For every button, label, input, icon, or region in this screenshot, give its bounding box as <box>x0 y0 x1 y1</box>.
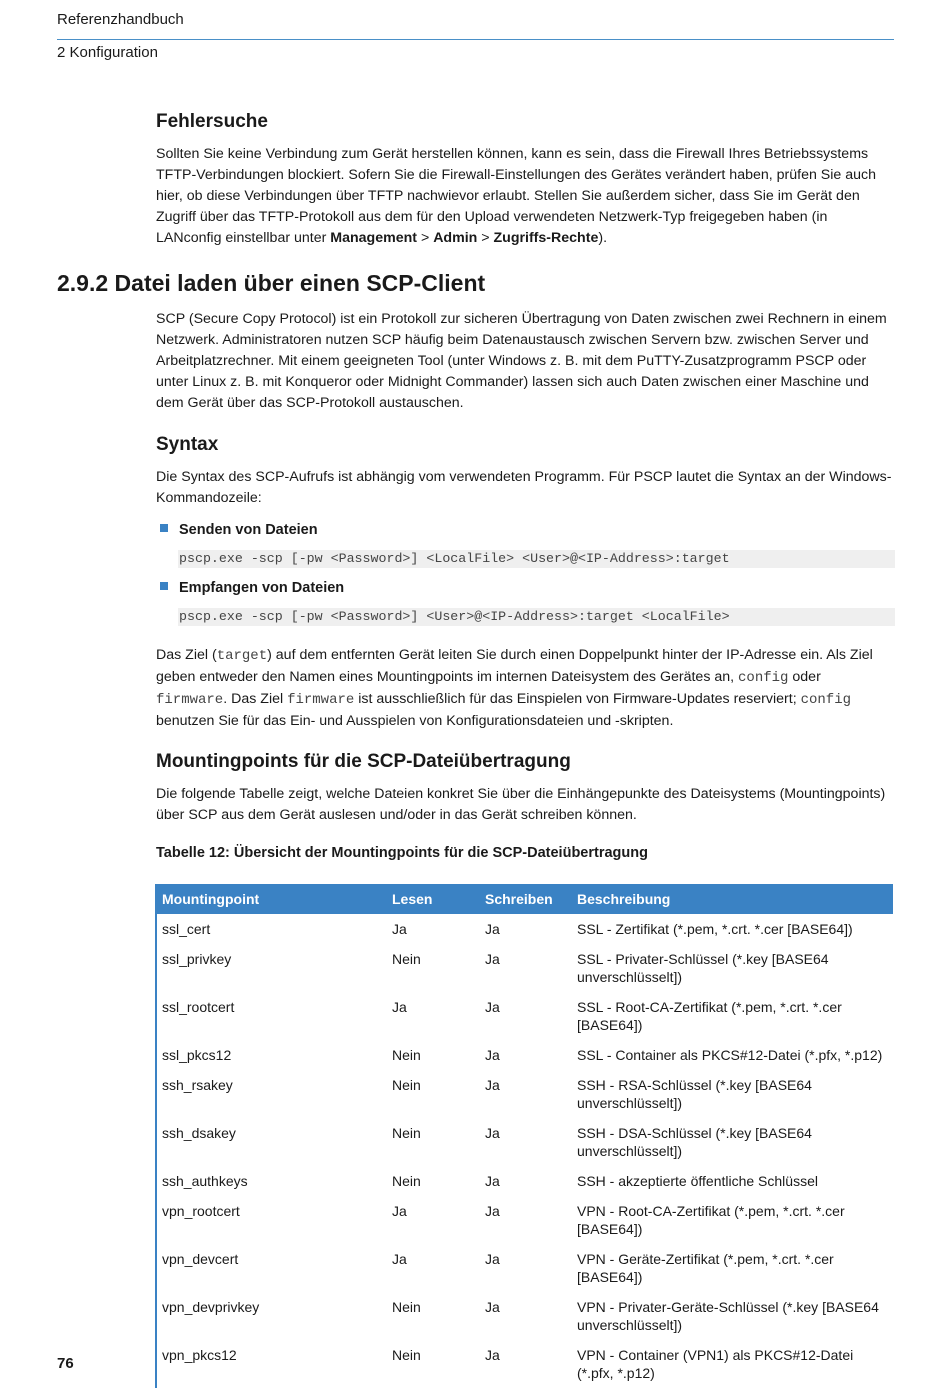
menu-path-admin: Admin <box>433 230 478 246</box>
bullet-square-icon <box>160 582 168 590</box>
cell-description: VPN - Privater-Geräte-Schlüssel (*.key [BASE64 unverschlüsselt]) <box>577 1299 879 1333</box>
menu-path-access-rights: Zugriffs-Rechte <box>493 230 599 246</box>
cell-read: Ja <box>392 999 407 1015</box>
table-row <box>156 1040 893 1070</box>
code-receive-command: pscp.exe -scp [-pw <Password>] <User>@<IP-Address>:target <LocalFile> <box>178 608 895 626</box>
code-target: target <box>216 648 268 664</box>
target-text-4: . Das Ziel <box>223 691 288 707</box>
running-header-chapter: 2 Konfiguration <box>57 44 158 61</box>
table-header-row <box>156 884 893 914</box>
troubleshooting-section <box>156 111 894 249</box>
cell-write: Ja <box>485 1203 500 1219</box>
code-firmware: firmware <box>156 692 224 708</box>
cell-read: Ja <box>392 1203 407 1219</box>
mountingpoints-section <box>156 751 894 826</box>
target-text-3: oder <box>788 669 821 685</box>
col-header-mountingpoint: Mountingpoint <box>156 884 387 914</box>
bullet-receive-label: Empfangen von Dateien <box>179 580 345 596</box>
cell-mountingpoint: vpn_rootcert <box>162 1203 240 1219</box>
mountingpoints-heading: Mountingpoints für die SCP-Dateiübertragung <box>156 751 571 772</box>
table-row <box>156 1118 893 1166</box>
cell-description: SSH - RSA-Schlüssel (*.key [BASE64 unverschlüsselt]) <box>577 1077 812 1111</box>
section-intro: SCP (Secure Copy Protocol) ist ein Protokoll zur sicheren Übertragung von Daten zwischen zwei Rechnern in einem Netzwerk. Administratoren nutzen SCP häufig beim Datenaustausch zwischen Servern bzw. zwischen Server und Arbeitplatzrechner. Mit einem geeigneten Tool (unter Windows z. B. mit dem PuTTY-Zusatzprogramm PSCP oder unter Linux z. B. mit Konqueror oder Midnight Commander) lassen sich auch Daten zwischen einer Maschine und dem Gerät über das SCP-Protokoll austauschen. <box>156 311 887 411</box>
bullet-receive-files <box>160 580 344 596</box>
table-row <box>156 944 893 992</box>
running-header-title: Referenzhandbuch <box>57 11 184 28</box>
syntax-heading: Syntax <box>156 434 219 455</box>
cell-read: Nein <box>392 1299 421 1315</box>
cell-read: Nein <box>392 1173 421 1189</box>
table-row <box>156 1340 893 1388</box>
cell-description: SSL - Zertifikat (*.pem, *.crt. *.cer [BASE64]) <box>577 921 853 937</box>
code-firmware: firmware <box>287 692 355 708</box>
cell-read: Ja <box>392 1251 407 1267</box>
cell-write: Ja <box>485 1077 500 1093</box>
troubleshooting-heading: Fehlersuche <box>156 111 268 132</box>
col-header-read: Lesen <box>387 884 480 914</box>
cell-description: VPN - Container (VPN1) als PKCS#12-Datei (*.pfx, *.p12) <box>577 1347 854 1381</box>
table-row <box>156 1166 893 1196</box>
target-explanation <box>156 645 894 732</box>
table-row <box>156 992 893 1040</box>
target-text-2: ) auf dem entfernten Gerät leiten Sie durch einen Doppelpunkt hinter der IP-Adresse ein. Als Ziel geben entweder den Namen eines Mountingpoints im internen Dateisystem des Gerätes an, <box>156 647 873 685</box>
bullet-send-files <box>160 522 318 538</box>
cell-read: Nein <box>392 1047 421 1063</box>
cell-read: Nein <box>392 951 421 967</box>
cell-description: VPN - Root-CA-Zertifikat (*.pem, *.crt. *.cer [BASE64]) <box>577 1203 845 1237</box>
page-number: 76 <box>57 1355 74 1372</box>
cell-mountingpoint: ssl_cert <box>162 921 211 937</box>
table-row <box>156 914 893 944</box>
cell-write: Ja <box>485 1251 500 1267</box>
bullet-square-icon <box>160 524 168 532</box>
code-config: config <box>738 670 789 686</box>
table-caption: Tabelle 12: Übersicht der Mountingpoints für die SCP-Dateiübertragung <box>156 845 648 861</box>
section-heading: 2.9.2 Datei laden über einen SCP-Client <box>57 270 486 296</box>
table-row <box>156 1196 893 1244</box>
table-row <box>156 1292 893 1340</box>
troubleshooting-text <box>156 144 894 249</box>
menu-path-separator: > <box>477 230 494 246</box>
cell-write: Ja <box>485 951 500 967</box>
code-config: config <box>800 692 852 708</box>
target-text-1: Das Ziel ( <box>156 647 217 663</box>
header-divider <box>57 39 894 40</box>
cell-mountingpoint: ssh_rsakey <box>162 1077 233 1093</box>
cell-mountingpoint: vpn_devprivkey <box>162 1299 260 1315</box>
cell-description: SSH - akzeptierte öffentliche Schlüssel <box>577 1173 818 1189</box>
cell-read: Nein <box>392 1347 421 1363</box>
cell-read: Nein <box>392 1077 421 1093</box>
mountingpoints-intro: Die folgende Tabelle zeigt, welche Dateien konkret Sie über die Einhängepunkte des Dateisystems (Mountingpoints) über SCP aus dem Gerät auslesen und/oder in das Gerät schreiben können. <box>156 786 886 823</box>
menu-path-separator: > <box>417 230 434 246</box>
cell-description: VPN - Geräte-Zertifikat (*.pem, *.crt. *.cer [BASE64]) <box>577 1251 834 1285</box>
target-text-5: ist ausschließlich für das Einspielen von Firmware-Updates reserviert; <box>354 691 801 707</box>
cell-write: Ja <box>485 921 500 937</box>
cell-write: Ja <box>485 999 500 1015</box>
cell-description: SSH - DSA-Schlüssel (*.key [BASE64 unverschlüsselt]) <box>577 1125 812 1159</box>
cell-description: SSL - Container als PKCS#12-Datei (*.pfx, *.p12) <box>577 1047 883 1063</box>
cell-read: Ja <box>392 921 407 937</box>
cell-read: Nein <box>392 1125 421 1141</box>
table-row <box>156 1070 893 1118</box>
table-row <box>156 1244 893 1292</box>
menu-path-management: Management <box>330 230 418 246</box>
cell-description: SSL - Privater-Schlüssel (*.key [BASE64 unverschlüsselt]) <box>577 951 829 985</box>
syntax-intro: Die Syntax des SCP-Aufrufs ist abhängig vom verwendeten Programm. Für PSCP lautet die Syntax an der Windows-Kommandozeile: <box>156 469 892 506</box>
syntax-section <box>156 434 894 509</box>
cell-write: Ja <box>485 1173 500 1189</box>
mountingpoints-table <box>155 884 894 1388</box>
cell-mountingpoint: ssl_rootcert <box>162 999 235 1015</box>
cell-mountingpoint: ssh_authkeys <box>162 1173 248 1189</box>
cell-mountingpoint: vpn_pkcs12 <box>162 1347 237 1363</box>
cell-mountingpoint: ssh_dsakey <box>162 1125 236 1141</box>
cell-mountingpoint: ssl_pkcs12 <box>162 1047 232 1063</box>
cell-write: Ja <box>485 1047 500 1063</box>
code-send-command: pscp.exe -scp [-pw <Password>] <LocalFile> <User>@<IP-Address>:target <box>178 550 895 568</box>
bullet-send-label: Senden von Dateien <box>179 522 318 538</box>
troubleshooting-end: ). <box>598 230 608 246</box>
cell-write: Ja <box>485 1299 500 1315</box>
cell-mountingpoint: ssl_privkey <box>162 951 232 967</box>
cell-description: SSL - Root-CA-Zertifikat (*.pem, *.crt. *.cer [BASE64]) <box>577 999 842 1033</box>
troubleshooting-body: Sollten Sie keine Verbindung zum Gerät herstellen können, kann es sein, dass die Firewall Ihres Betriebssystems TFTP-Verbindungen blockiert. Sofern Sie die Firewall-Einstellungen des Gerätes verändert haben, prüfen Sie auch hier, ob diese Verbindungen über TFTP nachwievor erlaubt. Stellen Sie außerdem sicher, dass Sie im Gerät den Zugriff über das TFTP-Protokoll aus dem für den Upload verwendeten Netzwerk-Typ freigegeben haben (in LANconfig einstellbar unter <box>156 146 877 246</box>
cell-mountingpoint: vpn_devcert <box>162 1251 239 1267</box>
target-text-6: benutzen Sie für das Ein- und Ausspielen von Konfigurationsdateien und -skripten. <box>156 713 674 729</box>
col-header-write: Schreiben <box>480 884 572 914</box>
cell-write: Ja <box>485 1125 500 1141</box>
cell-write: Ja <box>485 1347 500 1363</box>
col-header-description: Beschreibung <box>572 884 893 914</box>
